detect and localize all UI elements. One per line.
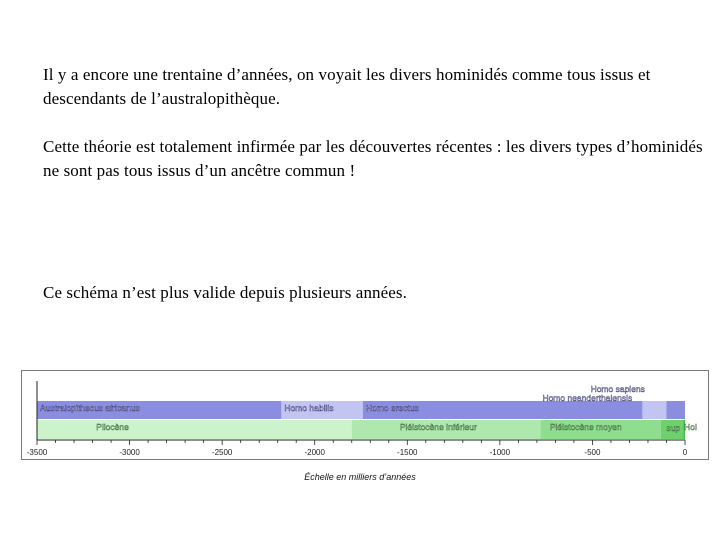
- tick-label: -1500: [397, 448, 418, 457]
- tick-label: -1000: [489, 448, 511, 457]
- epoch-bar: [37, 420, 352, 439]
- paragraph-outdated: Ce schéma n’est plus valide depuis plusieurs années.: [43, 283, 408, 302]
- tick-label: -3500: [26, 448, 48, 457]
- epoch-label: Pléistocène moyen: [549, 422, 622, 432]
- hominid-timeline: [21, 370, 709, 460]
- epoch-label: Pliocène: [96, 422, 129, 432]
- tick-label: -2000: [304, 448, 325, 457]
- tick-label: -2500: [211, 448, 233, 457]
- species-label: Australopithecus africanus: [40, 403, 140, 413]
- scale-caption: Échelle en milliers d’années: [304, 472, 416, 482]
- species-label: Homo habilis: [284, 403, 334, 413]
- species-bar: [666, 401, 685, 419]
- species-label: Homo neanderthalensis: [542, 393, 633, 403]
- epoch-label: Hol: [684, 422, 697, 432]
- tick-label: -500: [584, 448, 601, 457]
- epoch-label: sup: [666, 423, 681, 433]
- tick-label: -3000: [119, 448, 140, 457]
- paragraph-theory: Cette théorie est totalement infirmée par les découvertes récentes : les divers types d’hominidés ne sont pas tous issus d’un ancêtre commun !: [43, 137, 703, 180]
- species-bar: [642, 401, 666, 419]
- species-label: Homo sapiens: [590, 384, 645, 394]
- species-label: Homo erectus: [365, 403, 419, 413]
- epoch-label: Pléistocène inférieur: [399, 422, 477, 432]
- timeline-svg: [22, 371, 708, 459]
- tick-label: 0: [682, 448, 688, 457]
- paragraph-intro: Il y a encore une trentaine d’années, on voyait les divers hominidés comme tous issus et descendants de l’australopithèque.: [43, 65, 651, 108]
